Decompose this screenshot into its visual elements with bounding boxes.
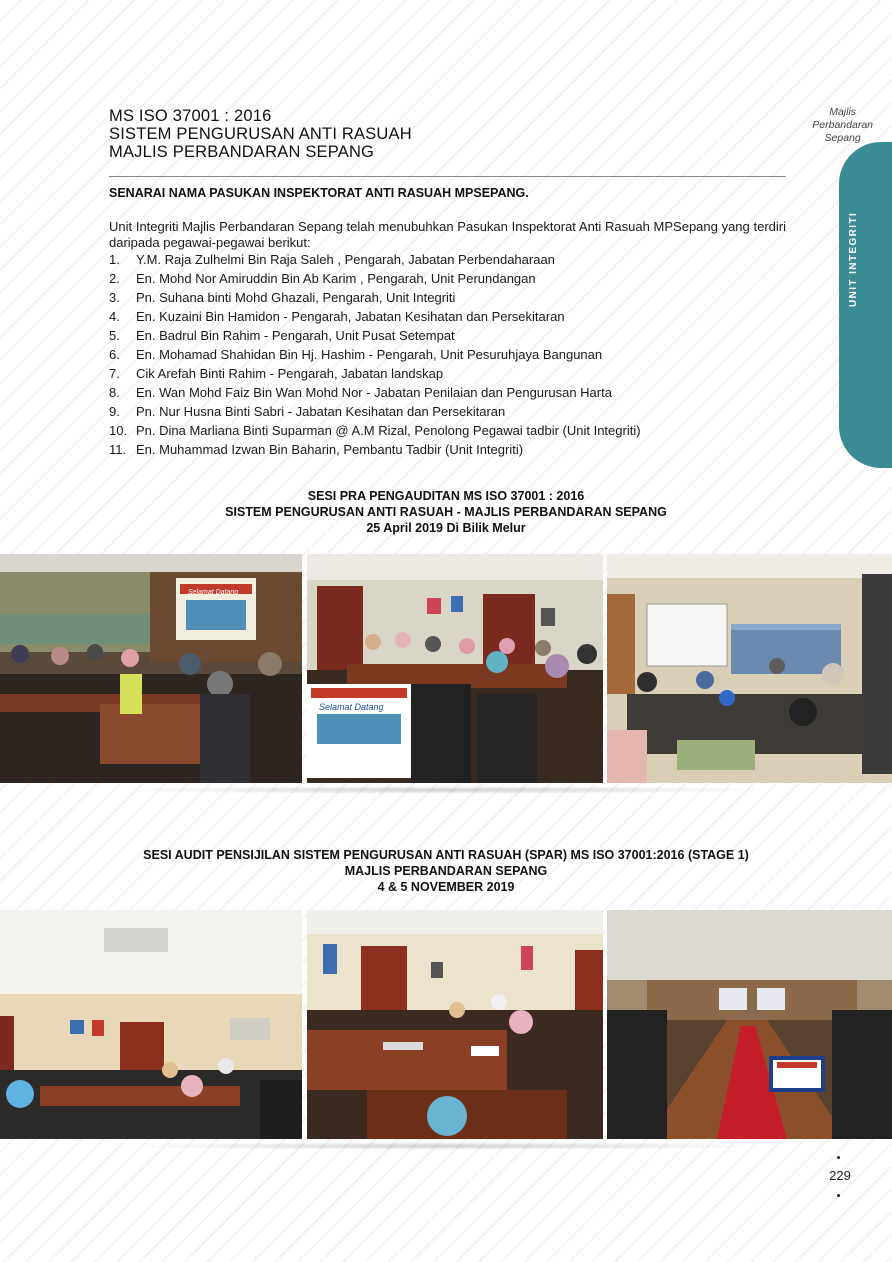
header-divider (109, 176, 786, 177)
member-item (109, 346, 786, 365)
header-line-2: SISTEM PENGURUSAN ANTI RASUAH (109, 125, 412, 143)
header-line-3: MAJLIS PERBANDARAN SEPANG (109, 143, 375, 161)
document-header (109, 107, 789, 161)
session-1-subtitle: SISTEM PENGURUSAN ANTI RASUAH - MAJLIS PERBANDARAN SEPANG (225, 505, 667, 519)
member-name: En. Muhammad Izwan Bin Baharin, Pembantu Tadbir (Unit Integriti) (136, 442, 524, 457)
page-number: 229 (829, 1168, 851, 1183)
side-label-line-3: Sepang (824, 132, 861, 144)
slide-welcome-text: Selamat Datang (188, 589, 239, 596)
member-name: Pn. Dina Marliana Binti Suparman @ A.M Rizal, Penolong Pegawai tadbir (Unit Integriti) (136, 423, 641, 438)
member-number: 11. (109, 442, 127, 457)
member-number: 8. (109, 385, 120, 400)
member-name: Cik Arefah Binti Rahim - Pengarah, Jabatan landskap (136, 366, 444, 381)
session-2-caption (0, 847, 892, 895)
member-number: 3. (109, 290, 120, 305)
member-item (109, 365, 786, 384)
session-1-date: 25 April 2019 Di Bilik Melur (366, 521, 526, 535)
session-2-subtitle: MAJLIS PERBANDARAN SEPANG (344, 864, 548, 878)
session-2-title: SESI AUDIT PENSIJILAN SISTEM PENGURUSAN ANTI RASUAH (SPAR) MS ISO 37001:2016 (STAGE 1) (143, 848, 749, 862)
member-name: En. Mohamad Shahidan Bin Hj. Hashim - Pengarah, Unit Pesuruhjaya Bangunan (136, 347, 603, 362)
side-organization-label (812, 106, 873, 145)
session-1-photo-2 (307, 554, 603, 783)
member-number: 5. (109, 328, 120, 343)
session-2-photo-shadow (110, 1142, 780, 1150)
member-name: En. Wan Mohd Faiz Bin Wan Mohd Nor - Jabatan Penilaian dan Pengurusan Harta (136, 385, 612, 400)
member-name: En. Kuzaini Bin Hamidon - Pengarah, Jabatan Kesihatan dan Persekitaran (136, 309, 565, 324)
member-item (109, 403, 786, 422)
side-label-line-2: Perbandaran (812, 119, 873, 131)
member-name: Pn. Nur Husna Binti Sabri - Jabatan Kesihatan dan Persekitaran (136, 404, 506, 419)
member-item (109, 308, 786, 327)
tab-label: UNIT INTEGRITI (848, 211, 859, 307)
session-1-photo-1 (0, 554, 302, 783)
member-number: 7. (109, 366, 120, 381)
member-number: 10. (109, 423, 128, 438)
member-number: 1. (109, 252, 120, 267)
session-1-title: SESI PRA PENGAUDITAN MS ISO 37001 : 2016 (307, 489, 585, 503)
session-2-photo-1 (0, 910, 302, 1139)
member-name: En. Badrul Bin Rahim - Pengarah, Unit Pusat Setempat (136, 328, 455, 343)
session-1-caption (0, 488, 892, 536)
member-item (109, 384, 786, 403)
session-2-photo-2 (307, 910, 603, 1139)
intro-paragraph: Unit Integriti Majlis Perbandaran Sepang telah menubuhkan Pasukan Inspektorat Anti Rasuah MPSepang yang terdiri daripada pegawai-pegawai berikut: (109, 219, 786, 250)
member-number: 9. (109, 404, 120, 419)
member-number: 6. (109, 347, 120, 362)
session-1-photo-3 (607, 554, 892, 783)
page-number-dot-bottom (837, 1194, 840, 1197)
member-name: En. Mohd Nor Amiruddin Bin Ab Karim , Pengarah, Unit Perundangan (136, 271, 536, 286)
member-item (109, 289, 786, 308)
member-item (109, 270, 786, 289)
member-item (109, 327, 786, 346)
member-number: 2. (109, 271, 120, 286)
header-line-1: MS ISO 37001 : 2016 (109, 107, 272, 125)
member-item (109, 441, 786, 460)
slide-welcome-text: Selamat Datang (319, 702, 384, 712)
session-1-photo-shadow (110, 786, 780, 794)
page-number-dot-top (837, 1156, 840, 1159)
member-name: Y.M. Raja Zulhelmi Bin Raja Saleh , Pengarah, Jabatan Perbendaharaan (136, 252, 555, 267)
member-number: 4. (109, 309, 120, 324)
side-label-line-1: Majlis (829, 106, 857, 118)
member-name: Pn. Suhana binti Mohd Ghazali, Pengarah, Unit Integriti (136, 290, 456, 305)
member-list (109, 251, 786, 460)
unit-integriti-tab (839, 142, 892, 468)
session-2-date: 4 & 5 NOVEMBER 2019 (377, 880, 515, 894)
member-item (109, 422, 786, 441)
section-title: SENARAI NAMA PASUKAN INSPEKTORAT ANTI RASUAH MPSEPANG. (109, 186, 529, 200)
member-item (109, 251, 786, 270)
session-2-photo-3 (607, 910, 892, 1139)
